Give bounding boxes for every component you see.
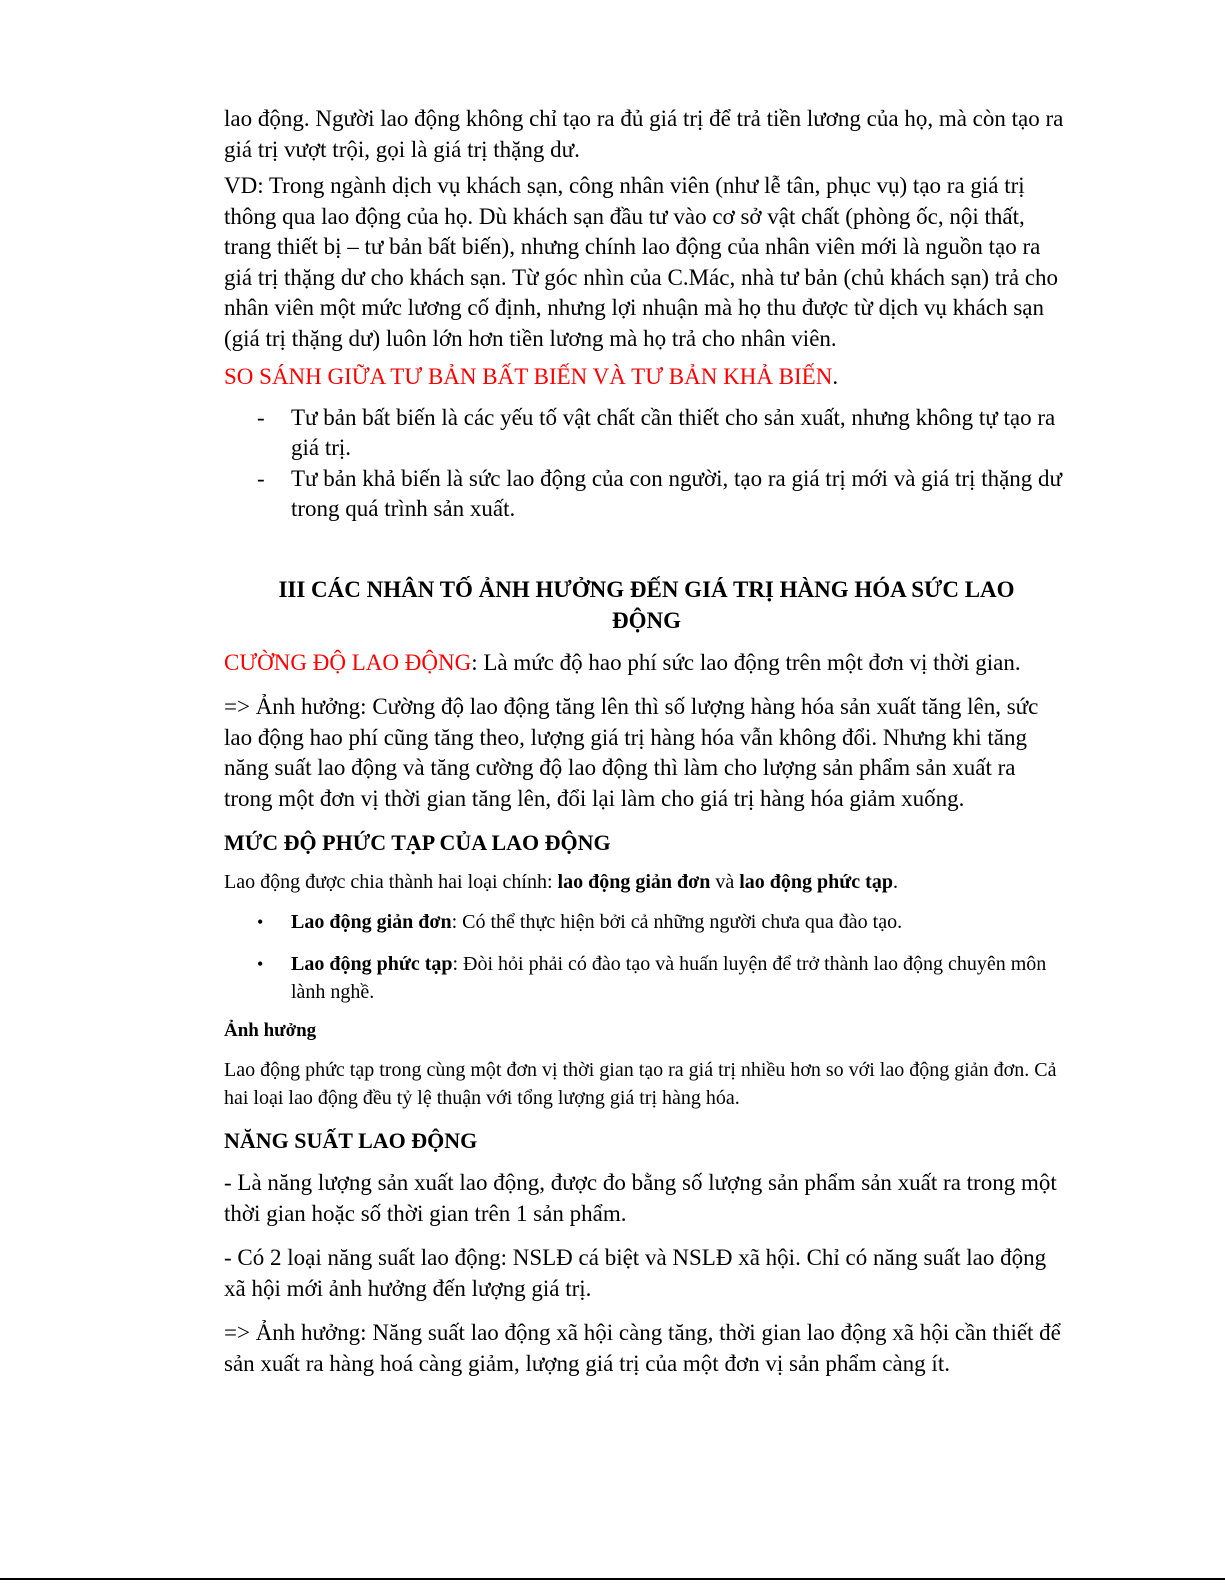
- section-title-line1: III CÁC NHÂN TỐ ẢNH HƯỞNG ĐẾN GIÁ TRỊ HÀNG HÓA SỨC LAO: [278, 576, 1015, 602]
- complexity-effect: Lao động phức tạp trong cùng một đơn vị thời gian tạo ra giá trị nhiều hơn so với lao động giản đơn. Cả hai loại lao động đều tỷ lệ thuận với tổng lượng giá trị hàng hóa.: [224, 1059, 1057, 1109]
- intensity-label: CƯỜNG ĐỘ LAO ĐỘNG: [224, 649, 472, 675]
- productivity-paragraph-3: => Ảnh hưởng: Năng suất lao động xã hội càng tăng, thời gian lao động xã hội cần thiết để sản xuất ra hàng hoá càng giảm, lượng giá trị của một đơn vị sản phẩm càng ít.: [224, 1320, 1061, 1376]
- list-item-term: Lao động giản đơn: [291, 911, 452, 933]
- comparison-heading: [224, 362, 1069, 393]
- complexity-simple-term: lao động giản đơn: [557, 871, 711, 893]
- dash-marker: -: [257, 404, 265, 430]
- paragraph-surplus-value: lao động. Người lao động không chỉ tạo ra đủ giá trị để trả tiền lương của họ, mà còn tạo ra giá trị vượt trội, gọi là giá trị thặng dư.: [224, 106, 1064, 162]
- list-item-text: Tư bản bất biến là các yếu tố vật chất cần thiết cho sản xuất, nhưng không tự tạo ra giá trị.: [291, 404, 1056, 460]
- dash-marker: -: [257, 465, 265, 491]
- paragraph-hotel-example: VD: Trong ngành dịch vụ khách sạn, công nhân viên (như lễ tân, phục vụ) tạo ra giá trị thông qua lao động của họ. Dù khách sạn đầu tư vào cơ sở vật chất (phòng ốc, nội thất, trang thiết bị – tư bản bất biến), nhưng chính lao động của nhân viên mới là nguồn tạo ra giá trị thặng dư cho khách sạn. Từ góc nhìn của C.Mác, nhà tư bản (chủ khách sạn) trả cho nhân viên một mức lương cố định, nhưng lợi nhuận mà họ thu được từ dịch vụ khách sạn (giá trị thặng dư) luôn lớn hơn tiền lương mà họ trả cho nhân viên.: [224, 173, 1059, 351]
- list-item-desc: : Đòi hỏi phải có đào tạo và huấn luyện để trở thành lao động chuyên môn lành nghề.: [291, 953, 1047, 1003]
- productivity-paragraph-2: - Có 2 loại năng suất lao động: NSLĐ cá biệt và NSLĐ xã hội. Chỉ có năng suất lao động xã hội mới ảnh hưởng đến lượng giá trị.: [224, 1245, 1047, 1301]
- intensity-definition: [224, 648, 1069, 679]
- complexity-intro-end: .: [892, 871, 898, 893]
- bullet-marker: •: [257, 954, 264, 974]
- list-item: [224, 950, 1069, 1006]
- comparison-heading-text: SO SÁNH GIỮA TƯ BẢN BẤT BIẾN VÀ TƯ BẢN KHẢ BIẾN: [224, 364, 833, 389]
- intensity-definition-text: : Là mức độ hao phí sức lao động trên một đơn vị thời gian.: [471, 649, 1021, 675]
- document-page: [224, 104, 1069, 1379]
- productivity-paragraph-1: - Là năng lượng sản xuất lao động, được đo bằng số lượng sản phẩm sản xuất ra trong một thời gian hoặc số thời gian trên 1 sản phẩm.: [224, 1170, 1057, 1226]
- list-item-term: Lao động phức tạp: [291, 953, 453, 975]
- complexity-intro-and: và: [710, 871, 740, 893]
- page-bottom-rule: [0, 1578, 1225, 1580]
- section-title: [224, 574, 1069, 636]
- complexity-effect-heading: Ảnh hưởng: [224, 1020, 317, 1041]
- list-item: [224, 403, 1069, 464]
- productivity-heading: NĂNG SUẤT LAO ĐỘNG: [224, 1128, 478, 1153]
- comparison-list: [224, 403, 1069, 525]
- complexity-intro: [224, 868, 1069, 896]
- complexity-list: [224, 908, 1069, 1006]
- list-item: [224, 464, 1069, 525]
- intensity-effect: => Ảnh hưởng: Cường độ lao động tăng lên thì số lượng hàng hóa sản xuất tăng lên, sức lao động hao phí cũng tăng theo, lượng giá trị hàng hóa vẫn không đổi. Nhưng khi tăng năng suất lao động và tăng cường độ lao động thì làm cho lượng sản phẩm sản xuất ra trong một đơn vị thời gian tăng lên, đổi lại làm cho giá trị hàng hóa giảm xuống.: [224, 694, 1039, 811]
- list-item-text: Tư bản khả biến là sức lao động của con người, tạo ra giá trị mới và giá trị thặng dư trong quá trình sản xuất.: [291, 465, 1063, 521]
- section-title-line2: ĐỘNG: [612, 607, 681, 633]
- list-item-desc: : Có thể thực hiện bởi cả những người chưa qua đào tạo.: [451, 911, 903, 933]
- complexity-intro-prefix: Lao động được chia thành hai loại chính:: [224, 871, 558, 893]
- list-item: [224, 908, 1069, 936]
- bullet-marker: •: [257, 912, 264, 932]
- complexity-complex-term: lao động phức tạp: [739, 871, 893, 893]
- complexity-heading: MỨC ĐỘ PHỨC TẠP CỦA LAO ĐỘNG: [224, 830, 611, 855]
- comparison-heading-period: .: [832, 364, 839, 389]
